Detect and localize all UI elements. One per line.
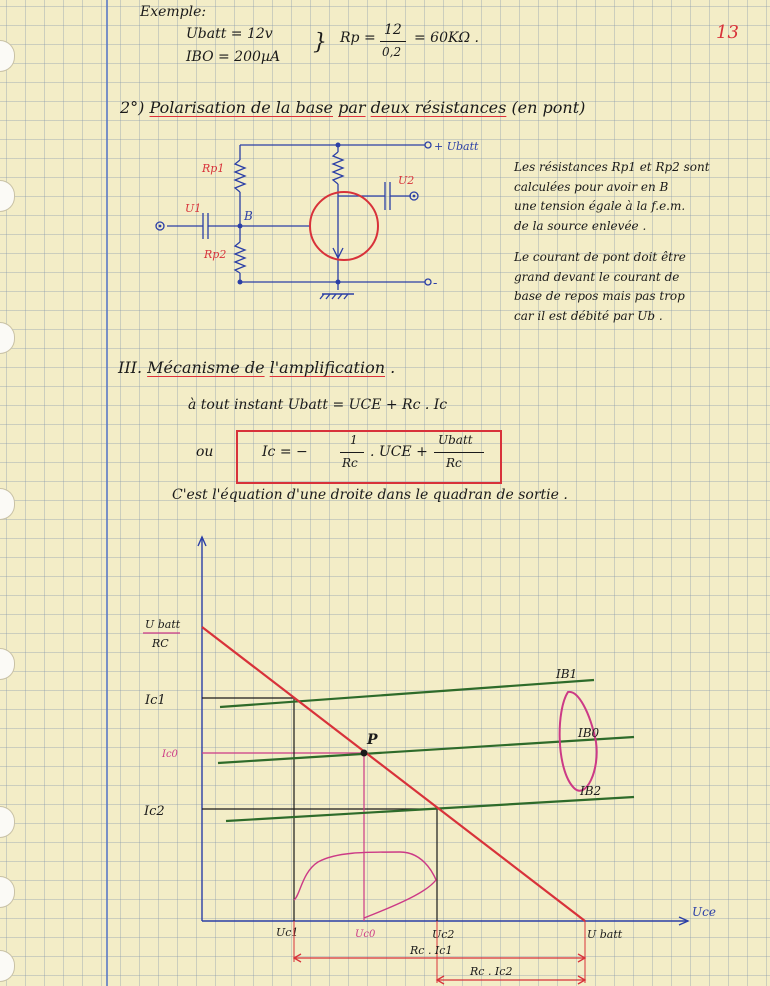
formula-frac1-num: 1 (350, 433, 358, 447)
rc-ic2-label: Rc . Ic2 (470, 965, 513, 978)
junction-dot (238, 224, 243, 229)
note1-line: de la source enlevée . (514, 218, 647, 233)
formula-lhs: Ic = − (262, 444, 308, 460)
b-label: B (244, 209, 253, 223)
uc0-label: Uc0 (355, 929, 376, 940)
uc2-label: Uc2 (432, 928, 455, 941)
rp1-label: Rp1 (202, 162, 225, 175)
example-ubatt: Ubatt = 12v (186, 26, 273, 42)
u1-label: U1 (185, 202, 202, 215)
p-label: P (367, 732, 378, 748)
note2-line: Le courant de pont doit être (514, 250, 686, 264)
ou-label: ou (196, 444, 214, 460)
u2-label: U2 (398, 174, 415, 187)
example-label: Exemple: (140, 4, 207, 20)
input-terminal-dot (159, 225, 162, 228)
brace: } (313, 30, 327, 55)
supply-terminal (425, 142, 431, 148)
plus-label: + Ubatt (434, 140, 479, 153)
example-ibo: IBO = 200µA (186, 49, 281, 65)
example-rp-den: 0,2 (382, 45, 402, 59)
operating-point (361, 750, 368, 757)
example-rp-lhs: Rp = (340, 30, 376, 46)
formula-mid: . UCE + (370, 444, 428, 460)
note2-line: base de repos mais pas trop (514, 289, 685, 303)
ib0-characteristic (218, 737, 634, 763)
ic2-label: Ic2 (144, 804, 165, 819)
transistor-circle (310, 192, 378, 260)
section3-title-c: . (390, 358, 396, 377)
ib0-label: IB0 (578, 726, 600, 740)
section2-number: 2°) (120, 98, 145, 117)
example-rp-num: 12 (384, 22, 402, 38)
note2-line: grand devant le courant de (514, 269, 680, 284)
section3-title-a: Mécanisme de (147, 358, 265, 377)
note1-line: Les résistances Rp1 et Rp2 sont (514, 160, 710, 174)
section3-number: III. (118, 358, 143, 377)
ib1-label: IB1 (556, 667, 578, 681)
output-terminal-dot (413, 195, 416, 198)
minus-label: - (433, 276, 438, 291)
ic1-label: Ic1 (145, 693, 166, 708)
section2-title-c: deux résistances (370, 98, 507, 117)
note2-line: car il est débité par Ub . (514, 308, 663, 323)
ground-terminal (425, 279, 431, 285)
ic0-label: Ic0 (162, 749, 178, 760)
junction-dot (238, 280, 243, 285)
ubatt-label: U batt (587, 928, 623, 941)
y-label-num: U batt (145, 618, 181, 631)
uc1-label: Uc1 (276, 926, 299, 939)
note1-line: une tension égale à la f.e.m. (514, 199, 686, 213)
output-signal-wave (294, 852, 436, 918)
uce-label: Uce (692, 905, 716, 919)
formula-frac1-den: Rc (342, 456, 358, 470)
section2-title-a: Polarisation de la base (149, 98, 334, 117)
y-label-den: RC (152, 637, 169, 650)
rc-ic1-label: Rc . Ic1 (410, 944, 453, 957)
page-number: 13 (716, 22, 739, 43)
junction-dot (336, 280, 341, 285)
load-line (202, 627, 585, 921)
formula-frac2-num: Ubatt (438, 433, 473, 447)
junction-dot (336, 143, 341, 148)
section2-title-b: par (338, 98, 366, 117)
equation-1: à tout instant Ubatt = UCE + Rc . Ic (188, 397, 448, 413)
note1-line: calculées pour avoir en B (514, 179, 669, 194)
ib2-label: IB2 (580, 784, 602, 798)
conclusion: C'est l'équation d'une droite dans le quadran de sortie . (172, 487, 568, 503)
rc-resistor (333, 152, 343, 184)
rp1-resistor (235, 160, 245, 192)
rp2-label: Rp2 (204, 248, 227, 261)
example-rp-result: = 60KΩ . (414, 30, 479, 46)
section3-title-b: l'amplification (269, 358, 386, 377)
rp2-resistor (235, 242, 245, 273)
section2-title-d: (en pont) (511, 98, 586, 117)
formula-frac2-den: Rc (446, 456, 462, 470)
